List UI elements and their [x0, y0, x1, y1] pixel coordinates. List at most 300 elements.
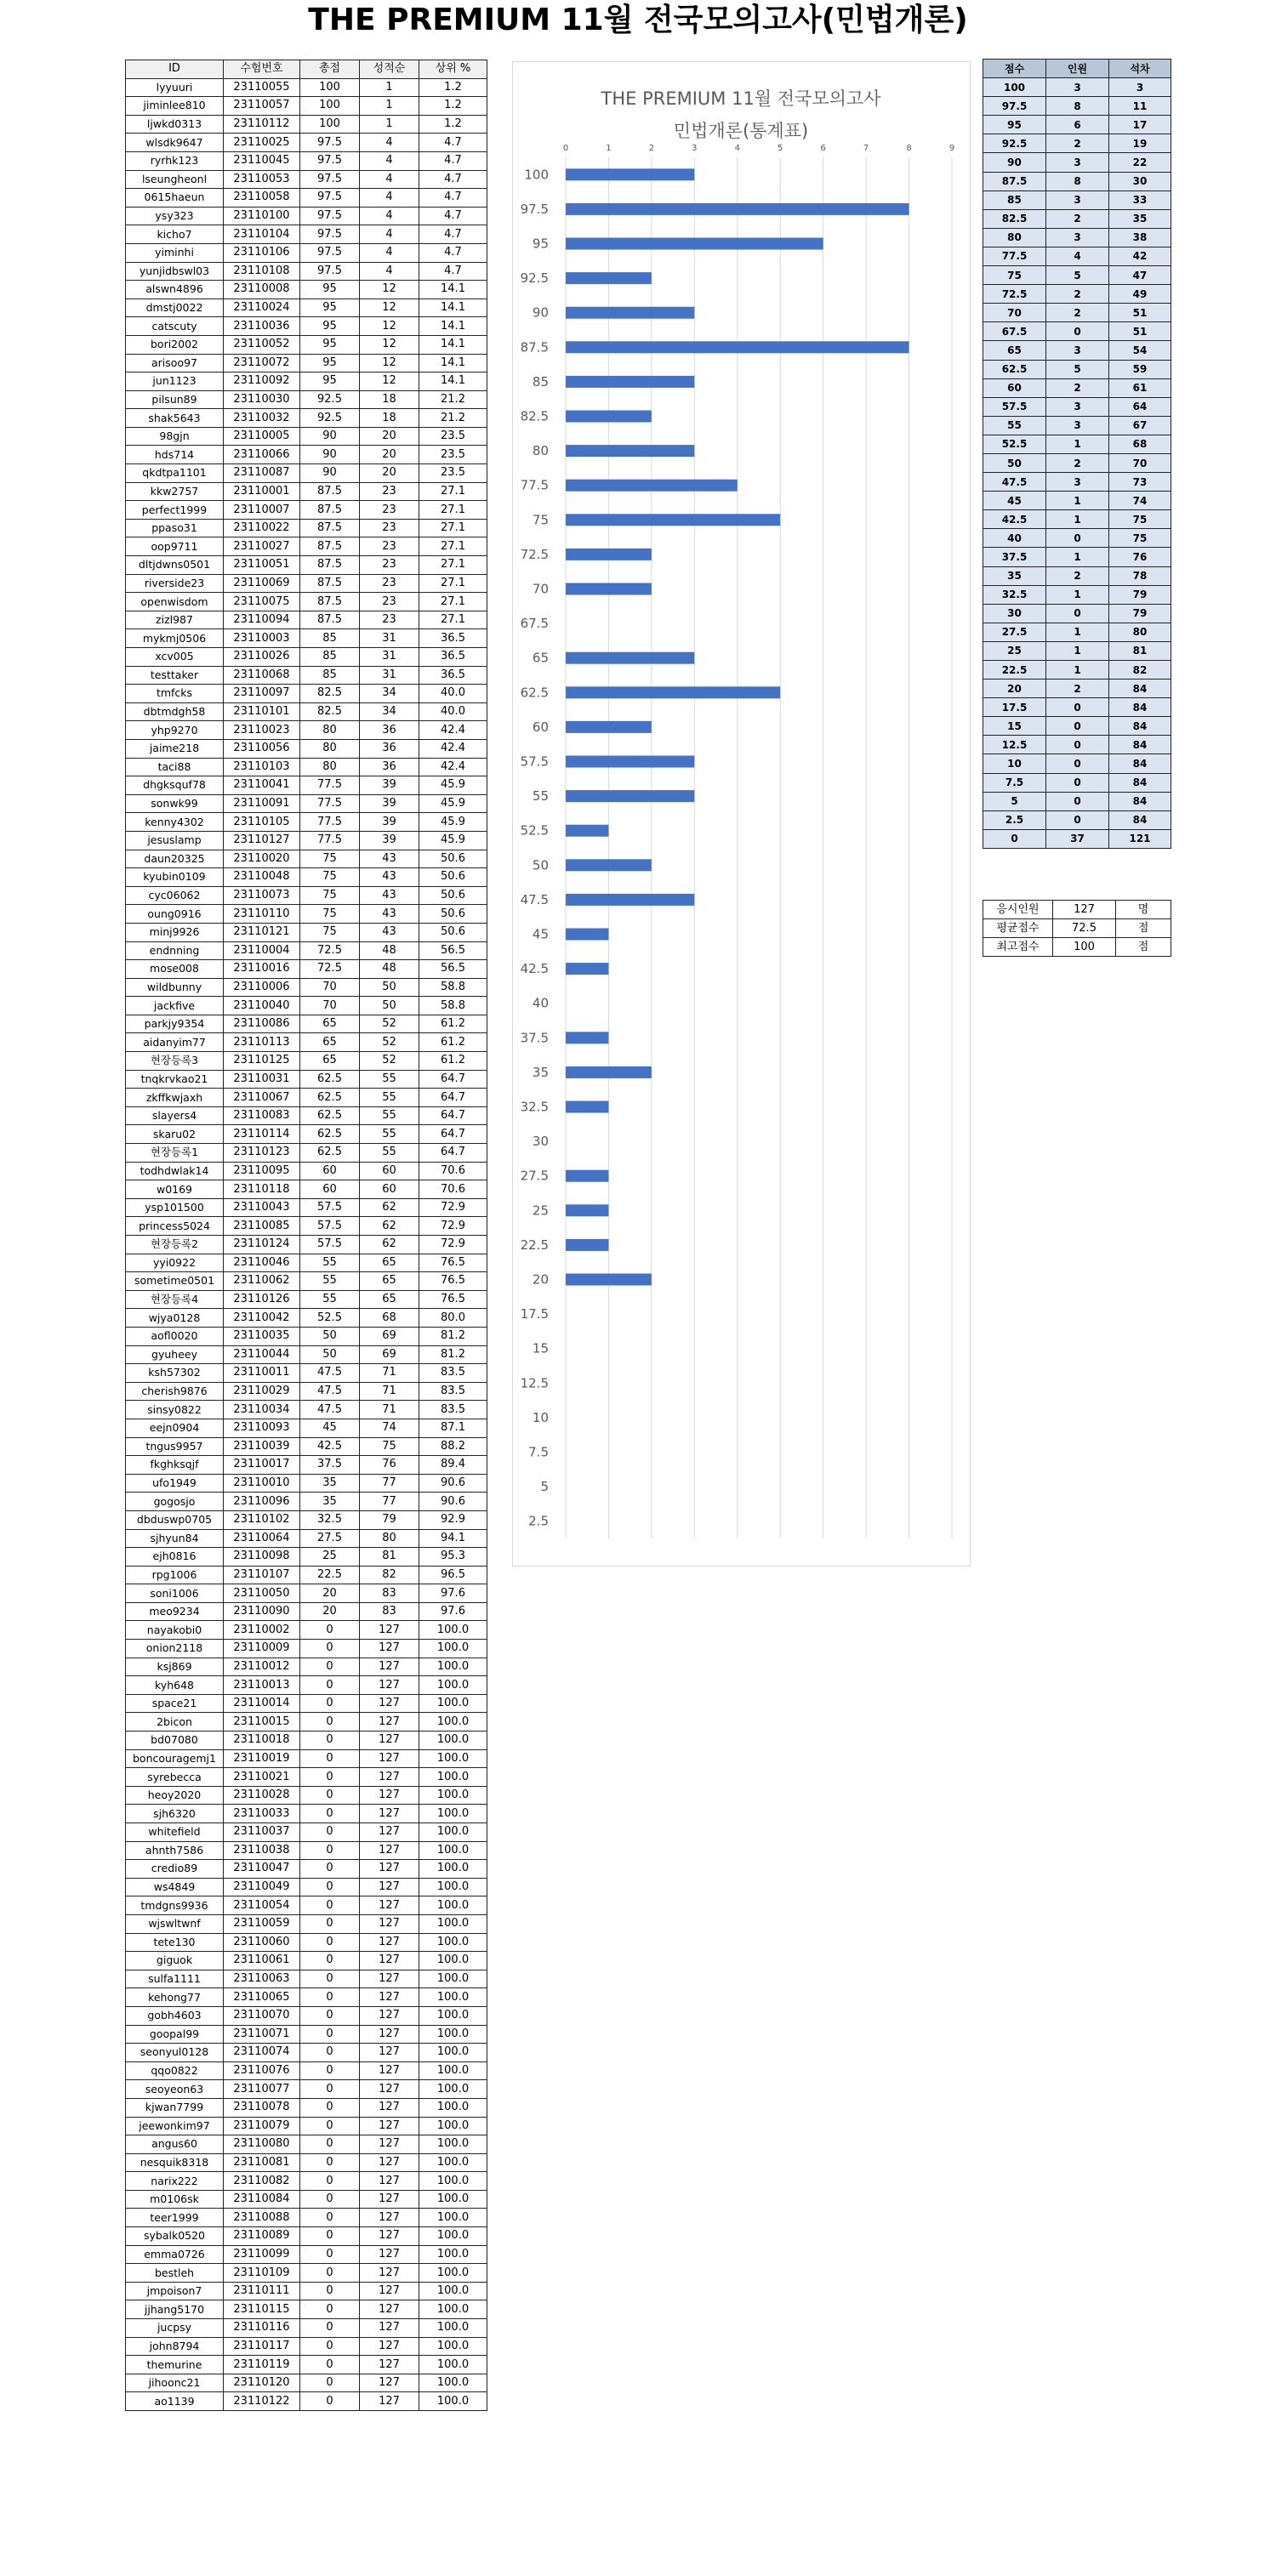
bar: [566, 514, 780, 526]
top-percent-cell: 100.0: [419, 1914, 487, 1933]
top-percent-cell: 100.0: [419, 1713, 487, 1732]
table-row: [126, 868, 487, 887]
table-row: [126, 2135, 487, 2154]
id-cell: qqo0822: [126, 2061, 224, 2080]
exam-number-cell: 23110078: [224, 2098, 300, 2117]
table-row: [126, 593, 487, 611]
exam-number-cell: 23110075: [224, 593, 300, 611]
exam-number-cell: 23110103: [224, 758, 300, 776]
score-cell: 95: [983, 116, 1046, 134]
total-score-cell: 80: [300, 721, 360, 740]
table-row: [126, 960, 487, 979]
frequency-row: [983, 548, 1171, 566]
top-percent-cell: 56.5: [419, 960, 487, 979]
rank-cell: 20: [360, 464, 419, 483]
x-tick-label: 0: [562, 144, 569, 153]
id-cell: wildbunny: [126, 978, 224, 997]
total-score-cell: 37.5: [300, 1456, 360, 1475]
rank-cell: 23: [360, 593, 419, 611]
top-percent-cell: 81.2: [419, 1345, 487, 1364]
rank-cell: 18: [360, 409, 419, 428]
rank-cell: 50: [360, 997, 419, 1015]
exam-number-cell: 23110110: [224, 905, 300, 924]
exam-number-cell: 23110123: [224, 1144, 300, 1163]
total-score-cell: 65: [300, 1052, 360, 1071]
header-rank: 성적순: [360, 60, 419, 79]
frequency-row: [983, 510, 1171, 529]
bar: [566, 1066, 652, 1078]
count-cell: 1: [1046, 585, 1109, 604]
exam-number-cell: 23110117: [224, 2337, 300, 2356]
rank-cell: 34: [360, 685, 419, 703]
total-score-cell: 87.5: [300, 593, 360, 611]
top-percent-cell: 27.1: [419, 593, 487, 611]
rank-cell: 74: [360, 1419, 419, 1437]
y-tick-label: 15: [532, 1340, 549, 1356]
top-percent-cell: 97.6: [419, 1602, 487, 1621]
exam-number-cell: 23110066: [224, 446, 300, 464]
count-cell: 3: [1046, 153, 1109, 172]
exam-number-cell: 23110005: [224, 427, 300, 446]
exam-number-cell: 23110089: [224, 2227, 300, 2246]
rank-cell: 127: [360, 2172, 419, 2191]
total-score-cell: 0: [300, 1749, 360, 1768]
exam-number-cell: 23110044: [224, 1345, 300, 1364]
total-score-cell: 100: [300, 115, 360, 134]
score-cell: 87.5: [983, 172, 1046, 190]
score-cell: 77.5: [983, 247, 1046, 265]
cumulative-rank-cell: 84: [1109, 680, 1171, 698]
id-cell: jjhang5170: [126, 2300, 224, 2319]
exam-number-cell: 23110064: [224, 1529, 300, 1548]
rank-cell: 55: [360, 1070, 419, 1089]
id-cell: sjhyun84: [126, 1529, 224, 1548]
exam-number-cell: 23110045: [224, 151, 300, 170]
total-score-cell: 87.5: [300, 501, 360, 520]
id-cell: pilsun89: [126, 390, 224, 409]
top-percent-cell: 89.4: [419, 1456, 487, 1475]
rank-cell: 80: [360, 1529, 419, 1548]
exam-number-cell: 23110010: [224, 1474, 300, 1493]
total-score-cell: 0: [300, 2392, 360, 2411]
table-row: [126, 115, 487, 134]
rank-cell: 127: [360, 1952, 419, 1970]
total-score-cell: 35: [300, 1474, 360, 1493]
id-cell: 2bicon: [126, 1713, 224, 1732]
top-percent-cell: 87.1: [419, 1419, 487, 1437]
top-percent-cell: 76.5: [419, 1272, 487, 1291]
top-percent-cell: 4.7: [419, 225, 487, 244]
top-percent-cell: 100.0: [419, 1768, 487, 1787]
score-cell: 37.5: [983, 548, 1046, 566]
rank-cell: 71: [360, 1382, 419, 1401]
bar: [566, 203, 909, 215]
exam-number-cell: 23110038: [224, 1841, 300, 1860]
cumulative-rank-cell: 67: [1109, 416, 1171, 435]
cumulative-rank-cell: 79: [1109, 585, 1171, 604]
table-row: [126, 1510, 487, 1529]
exam-number-cell: 23110122: [224, 2392, 300, 2411]
total-score-cell: 0: [300, 1768, 360, 1787]
top-percent-cell: 14.1: [419, 354, 487, 372]
y-tick-label: 47.5: [520, 891, 549, 907]
rank-cell: 127: [360, 2264, 419, 2283]
exam-number-cell: 23110062: [224, 1272, 300, 1291]
exam-number-cell: 23110037: [224, 1823, 300, 1842]
exam-number-cell: 23110126: [224, 1290, 300, 1309]
table-row: [126, 1952, 487, 1970]
bar: [566, 238, 823, 250]
total-score-cell: 47.5: [300, 1401, 360, 1419]
count-cell: 5: [1046, 266, 1109, 285]
summary-label-cell: 응시인원: [983, 901, 1053, 919]
exam-number-cell: 23110048: [224, 868, 300, 887]
total-score-cell: 0: [300, 1933, 360, 1952]
total-score-cell: 90: [300, 427, 360, 446]
cumulative-rank-cell: 61: [1109, 378, 1171, 397]
exam-number-cell: 23110055: [224, 78, 300, 97]
exam-number-cell: 23110112: [224, 115, 300, 134]
exam-number-cell: 23110091: [224, 794, 300, 813]
table-row: [126, 537, 487, 556]
id-cell: aidanyim77: [126, 1033, 224, 1052]
table-row: [126, 2227, 487, 2246]
id-cell: bestleh: [126, 2264, 224, 2283]
frequency-row: [983, 134, 1171, 153]
total-score-cell: 27.5: [300, 1529, 360, 1548]
top-percent-cell: 36.5: [419, 666, 487, 685]
frequency-row: [983, 473, 1171, 492]
id-cell: jackfive: [126, 997, 224, 1015]
id-cell: emma0726: [126, 2245, 224, 2264]
exam-number-cell: 23110030: [224, 390, 300, 409]
rank-cell: 127: [360, 1621, 419, 1640]
top-percent-cell: 83.5: [419, 1382, 487, 1401]
exam-number-cell: 23110063: [224, 1970, 300, 1988]
exam-number-cell: 23110039: [224, 1437, 300, 1456]
bar: [566, 929, 608, 941]
id-cell: sonwk99: [126, 794, 224, 813]
score-cell: 72.5: [983, 285, 1046, 304]
count-cell: 1: [1046, 661, 1109, 680]
id-cell: ysy323: [126, 207, 224, 225]
cumulative-rank-cell: 22: [1109, 153, 1171, 172]
bar: [566, 376, 694, 388]
exam-number-cell: 23110109: [224, 2264, 300, 2283]
rank-cell: 75: [360, 1437, 419, 1456]
exam-number-cell: 23110073: [224, 886, 300, 905]
frequency-row: [983, 773, 1171, 792]
top-percent-cell: 100.0: [419, 1896, 487, 1915]
total-score-cell: 0: [300, 1841, 360, 1860]
total-score-cell: 0: [300, 2006, 360, 2025]
table-row: [126, 831, 487, 850]
id-cell: eejn0904: [126, 1419, 224, 1437]
table-row: [126, 721, 487, 740]
frequency-row: [983, 97, 1171, 116]
rank-cell: 1: [360, 78, 419, 97]
table-row: [126, 1401, 487, 1419]
id-cell: nayakobi0: [126, 1621, 224, 1640]
id-cell: tmdgns9936: [126, 1896, 224, 1915]
id-cell: 현장등록2: [126, 1236, 224, 1254]
header-score: 점수: [983, 60, 1046, 78]
rank-cell: 127: [360, 2044, 419, 2062]
y-tick-label: 32.5: [520, 1099, 549, 1115]
exam-number-cell: 23110065: [224, 1988, 300, 2007]
bar: [566, 411, 652, 423]
top-percent-cell: 100.0: [419, 2392, 487, 2411]
top-percent-cell: 100.0: [419, 1878, 487, 1896]
id-cell: kjwan7799: [126, 2098, 224, 2117]
exam-number-cell: 23110006: [224, 978, 300, 997]
y-tick-label: 2.5: [528, 1513, 549, 1529]
table-row: [126, 1382, 487, 1401]
exam-number-cell: 23110118: [224, 1180, 300, 1199]
rank-cell: 127: [360, 1694, 419, 1713]
total-score-cell: 20: [300, 1584, 360, 1603]
top-percent-cell: 58.8: [419, 978, 487, 997]
top-percent-cell: 100.0: [419, 1749, 487, 1768]
score-cell: 80: [983, 228, 1046, 247]
table-row: [126, 2392, 487, 2411]
table-row: [126, 1529, 487, 1548]
summary-unit-cell: 점: [1116, 938, 1171, 957]
exam-number-cell: 23110001: [224, 482, 300, 501]
rank-cell: 4: [360, 262, 419, 281]
exam-number-cell: 23110056: [224, 739, 300, 758]
rank-cell: 36: [360, 758, 419, 776]
table-row: [126, 2209, 487, 2227]
total-score-cell: 0: [300, 2135, 360, 2154]
id-cell: ysp101500: [126, 1198, 224, 1217]
exam-number-cell: 23110007: [224, 501, 300, 520]
table-row: [126, 1456, 487, 1475]
table-row: [126, 1860, 487, 1879]
frequency-row: [983, 78, 1171, 97]
exam-number-cell: 23110113: [224, 1033, 300, 1052]
id-cell: 98gjn: [126, 427, 224, 446]
total-score-cell: 42.5: [300, 1437, 360, 1456]
top-percent-cell: 45.9: [419, 813, 487, 832]
id-cell: fkghksqjf: [126, 1456, 224, 1475]
bar: [566, 859, 652, 871]
table-row: [126, 299, 487, 317]
exam-number-cell: 23110058: [224, 189, 300, 208]
cumulative-rank-cell: 73: [1109, 473, 1171, 492]
exam-number-cell: 23110094: [224, 611, 300, 629]
exam-number-cell: 23110031: [224, 1070, 300, 1089]
y-tick-label: 75: [532, 512, 549, 528]
exam-number-cell: 23110120: [224, 2374, 300, 2392]
frequency-row: [983, 792, 1171, 810]
table-row: [126, 1602, 487, 1621]
total-score-cell: 85: [300, 629, 360, 648]
id-cell: 0615haeun: [126, 189, 224, 208]
total-score-cell: 77.5: [300, 813, 360, 832]
exam-number-cell: 23110022: [224, 519, 300, 537]
frequency-row: [983, 304, 1171, 322]
table-row: [126, 335, 487, 354]
top-percent-cell: 4.7: [419, 151, 487, 170]
id-cell: jmpoison7: [126, 2282, 224, 2300]
total-score-cell: 75: [300, 868, 360, 887]
bar: [566, 1032, 608, 1043]
top-percent-cell: 70.6: [419, 1162, 487, 1180]
header-id: ID: [126, 60, 224, 79]
exam-number-cell: 23110033: [224, 1805, 300, 1823]
id-cell: goopal99: [126, 2025, 224, 2044]
score-frequency-table: [983, 59, 1171, 849]
exam-number-cell: 23110028: [224, 1786, 300, 1805]
exam-number-cell: 23110090: [224, 1602, 300, 1621]
total-score-cell: 0: [300, 1878, 360, 1896]
cumulative-rank-cell: 81: [1109, 641, 1171, 660]
exam-number-cell: 23110127: [224, 831, 300, 850]
id-cell: daun20325: [126, 850, 224, 868]
frequency-row: [983, 492, 1171, 510]
total-score-cell: 0: [300, 1896, 360, 1915]
total-score-cell: 0: [300, 2061, 360, 2080]
total-score-cell: 0: [300, 2264, 360, 2283]
table-row: [126, 1089, 487, 1107]
table-row: [126, 2061, 487, 2080]
total-score-cell: 62.5: [300, 1089, 360, 1107]
table-row: [126, 2300, 487, 2319]
y-tick-label: 90: [532, 304, 549, 321]
total-score-cell: 77.5: [300, 776, 360, 795]
bar: [566, 686, 780, 698]
cumulative-rank-cell: 3: [1109, 78, 1171, 97]
count-cell: 3: [1046, 228, 1109, 247]
exam-number-cell: 23110029: [224, 1382, 300, 1401]
rank-cell: 127: [360, 1860, 419, 1879]
exam-number-cell: 23110125: [224, 1052, 300, 1071]
top-percent-cell: 100.0: [419, 2080, 487, 2099]
total-score-cell: 92.5: [300, 409, 360, 428]
count-cell: 0: [1046, 754, 1109, 773]
score-cell: 27.5: [983, 623, 1046, 641]
table-row: [126, 1548, 487, 1567]
id-cell: yhp9270: [126, 721, 224, 740]
rank-cell: 20: [360, 427, 419, 446]
cumulative-rank-cell: 78: [1109, 566, 1171, 585]
frequency-row: [983, 360, 1171, 378]
cumulative-rank-cell: 84: [1109, 792, 1171, 810]
frequency-row: [983, 566, 1171, 585]
bar: [566, 756, 694, 768]
exam-number-cell: 23110072: [224, 354, 300, 372]
total-score-cell: 87.5: [300, 482, 360, 501]
frequency-row: [983, 322, 1171, 341]
exam-number-cell: 23110034: [224, 1401, 300, 1419]
top-percent-cell: 90.6: [419, 1474, 487, 1493]
rank-cell: 12: [360, 299, 419, 317]
table-row: [126, 2098, 487, 2117]
table-row: [126, 2374, 487, 2392]
total-score-cell: 80: [300, 739, 360, 758]
exam-number-cell: 23110100: [224, 207, 300, 225]
table-row: [126, 1419, 487, 1437]
total-score-cell: 0: [300, 1805, 360, 1823]
score-cell: 85: [983, 190, 1046, 209]
total-score-cell: 0: [300, 1860, 360, 1879]
y-tick-label: 10: [532, 1409, 549, 1425]
summary-value-cell: 100: [1053, 938, 1116, 957]
id-cell: bori2002: [126, 335, 224, 354]
rank-cell: 31: [360, 648, 419, 667]
table-row: [126, 97, 487, 116]
summary-value-cell: 72.5: [1053, 919, 1116, 938]
y-tick-label: 40: [532, 995, 549, 1011]
top-percent-cell: 27.1: [419, 519, 487, 537]
cumulative-rank-cell: 59: [1109, 360, 1171, 378]
table-row: [126, 813, 487, 832]
score-cell: 25: [983, 641, 1046, 660]
summary-label-cell: 평균점수: [983, 919, 1053, 938]
id-cell: bd07080: [126, 1732, 224, 1750]
rank-cell: 127: [360, 2098, 419, 2117]
cumulative-rank-cell: 84: [1109, 810, 1171, 829]
id-cell: cyc06062: [126, 886, 224, 905]
id-cell: heoy2020: [126, 1786, 224, 1805]
total-score-cell: 70: [300, 978, 360, 997]
top-percent-cell: 4.7: [419, 243, 487, 262]
top-percent-cell: 100.0: [419, 2227, 487, 2246]
table-row: [126, 850, 487, 868]
id-cell: ao1139: [126, 2392, 224, 2411]
id-cell: soni1006: [126, 1584, 224, 1603]
rank-cell: 43: [360, 868, 419, 887]
count-cell: 0: [1046, 792, 1109, 810]
bar: [566, 963, 608, 975]
table-row: [126, 685, 487, 703]
id-cell: kyh648: [126, 1676, 224, 1695]
id-cell: teer1999: [126, 2209, 224, 2227]
bar: [566, 1170, 608, 1182]
top-percent-cell: 100.0: [419, 1933, 487, 1952]
score-cell: 57.5: [983, 397, 1046, 416]
table-row: [126, 1033, 487, 1052]
exam-number-cell: 23110047: [224, 1860, 300, 1879]
id-cell: kyubin0109: [126, 868, 224, 887]
exam-number-cell: 23110041: [224, 776, 300, 795]
table-row: [126, 501, 487, 520]
total-score-cell: 100: [300, 97, 360, 116]
top-percent-cell: 100.0: [419, 1952, 487, 1970]
cumulative-rank-cell: 84: [1109, 773, 1171, 792]
x-tick-label: 3: [692, 144, 698, 153]
table-row: [126, 1621, 487, 1640]
y-tick-label: 62.5: [520, 685, 549, 701]
score-distribution-chart: [512, 61, 971, 1567]
top-percent-cell: 100.0: [419, 1732, 487, 1750]
id-cell: boncouragemj1: [126, 1749, 224, 1768]
exam-number-cell: 23110102: [224, 1510, 300, 1529]
total-score-cell: 0: [300, 2209, 360, 2227]
rank-cell: 31: [360, 629, 419, 648]
total-score-cell: 75: [300, 923, 360, 941]
id-cell: openwisdom: [126, 593, 224, 611]
top-percent-cell: 27.1: [419, 482, 487, 501]
top-percent-cell: 100.0: [419, 1860, 487, 1879]
rank-cell: 23: [360, 574, 419, 593]
total-score-cell: 57.5: [300, 1217, 360, 1236]
header-total-score: 총점: [300, 60, 360, 79]
count-cell: 3: [1046, 397, 1109, 416]
table-row: [126, 390, 487, 409]
count-cell: 4: [1046, 247, 1109, 265]
